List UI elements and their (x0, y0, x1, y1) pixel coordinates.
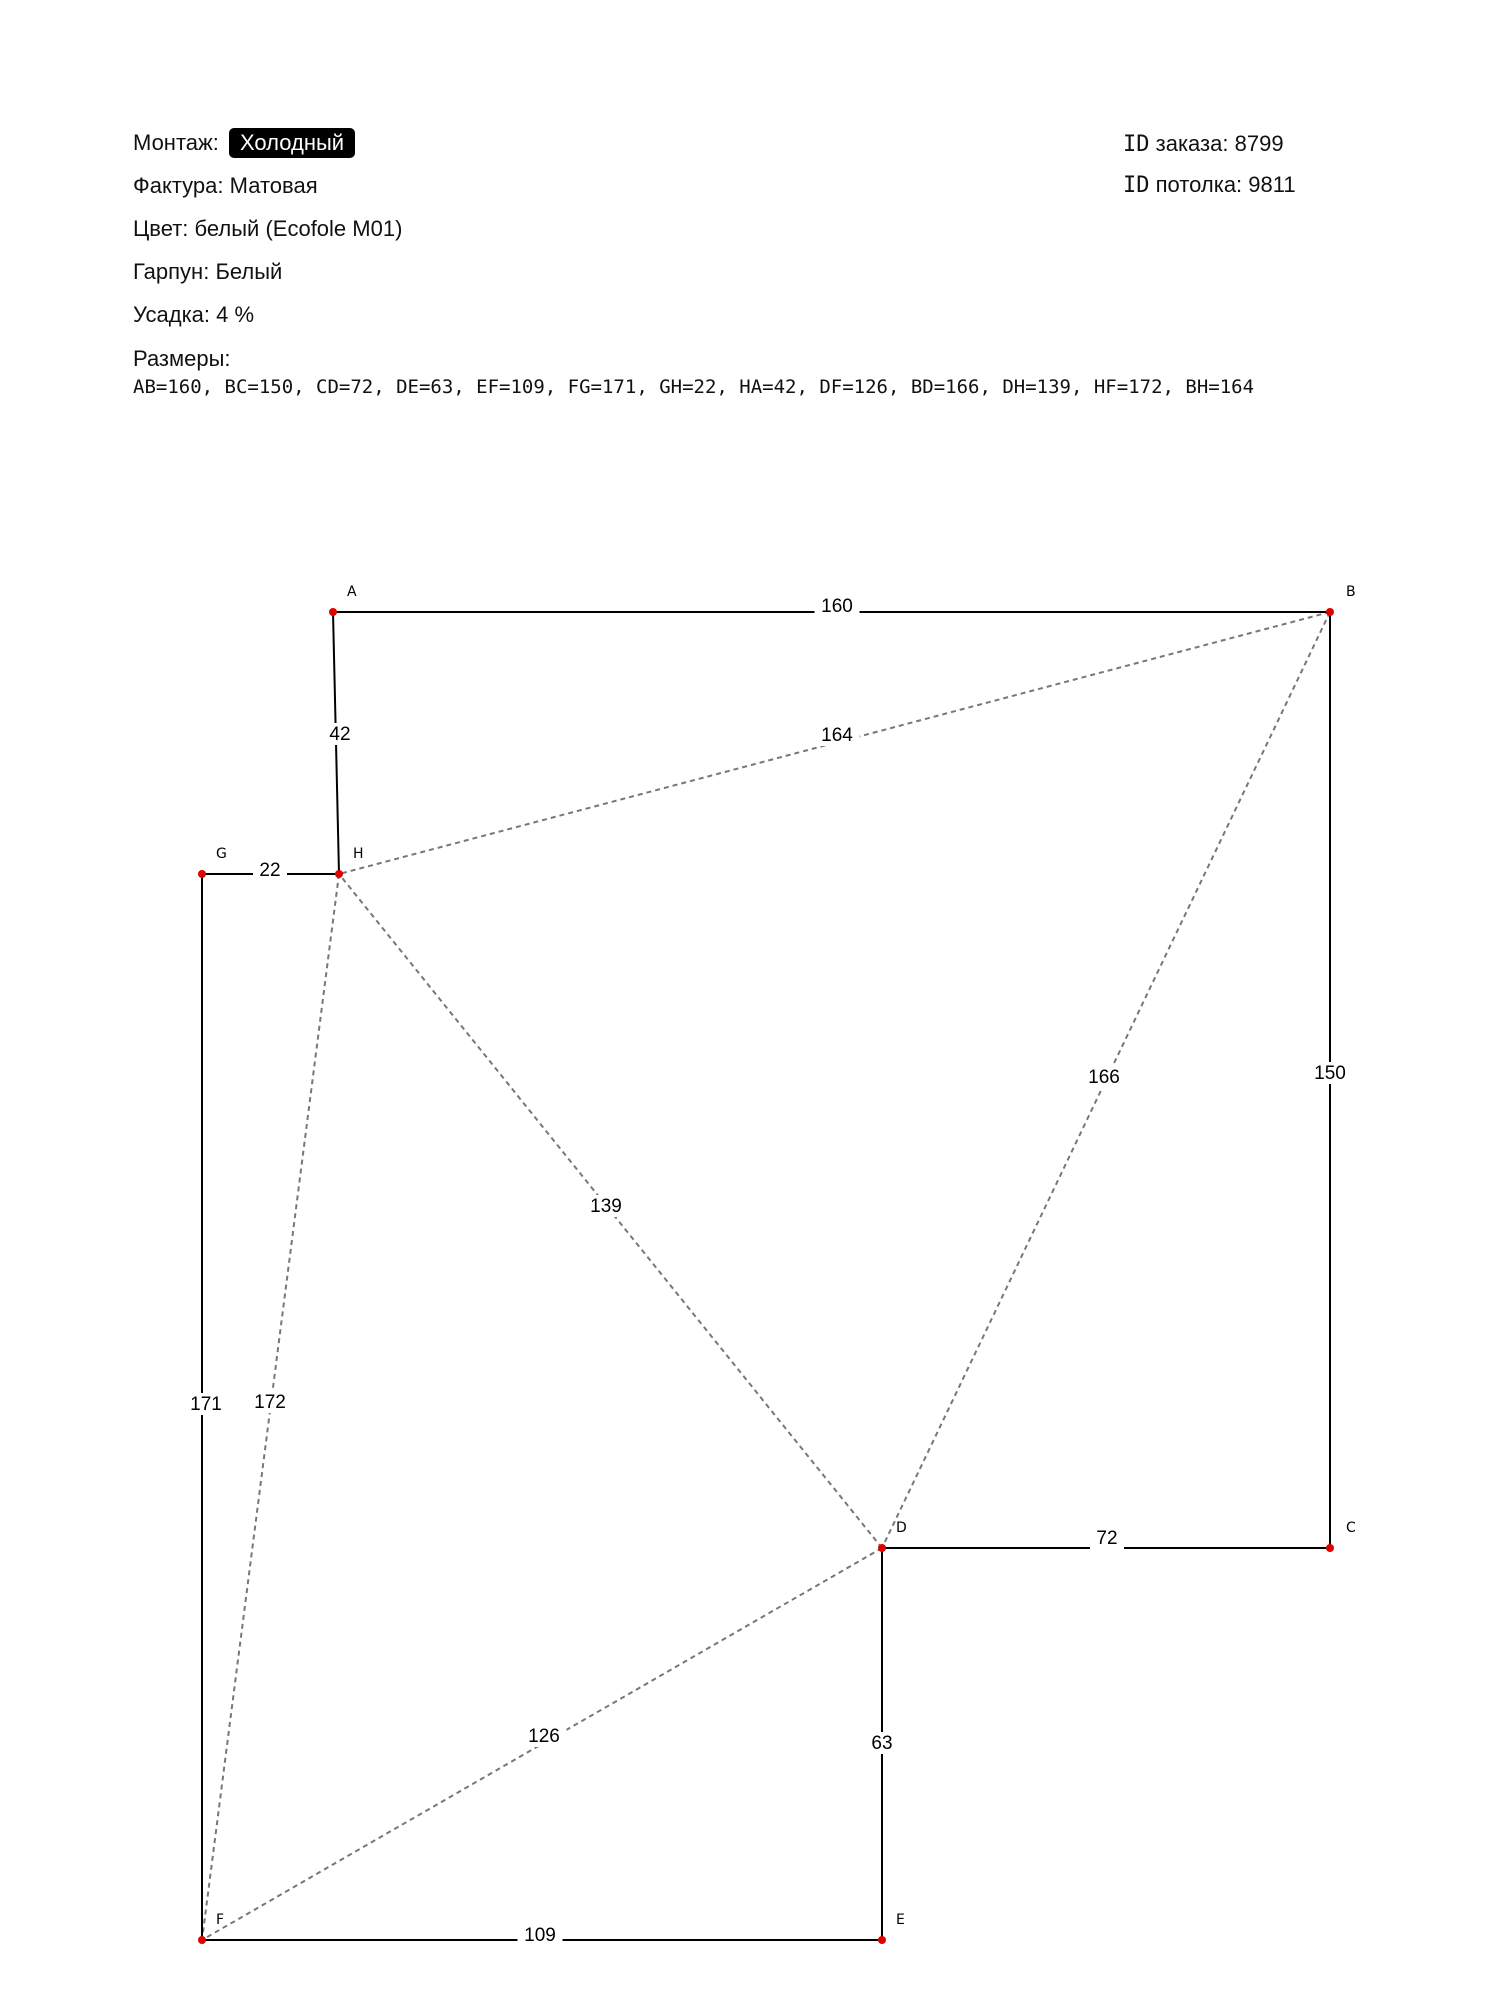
vertex-label-g: G (216, 846, 227, 862)
edge-length-gh: 22 (259, 860, 281, 882)
harpoon-value: Белый (215, 259, 283, 284)
vertex-label-e: E (896, 1912, 905, 1928)
vertex-d (878, 1544, 886, 1552)
edge-length-ab: 160 (821, 596, 853, 618)
edge-length-ha: 42 (329, 724, 351, 746)
vertex-label-a: A (347, 584, 357, 600)
vertex-label-d: D (896, 1520, 907, 1536)
vertex-label-b: B (1346, 584, 1356, 600)
color-label: Цвет: (133, 216, 189, 241)
order-id-label: заказа: (1155, 131, 1229, 156)
ceiling-id-prefix: ID (1123, 173, 1150, 198)
edge-length-df: 126 (528, 1726, 560, 1748)
vertex-b (1326, 608, 1334, 616)
edge-length-de: 63 (871, 1733, 893, 1755)
color-value: белый (Ecofole M01) (194, 216, 403, 241)
sizes-label: Размеры: (133, 346, 231, 371)
edge-length-bh: 164 (821, 725, 853, 747)
vertex-h (335, 870, 343, 878)
edge-length-bd: 166 (1088, 1067, 1120, 1089)
edge-length-fg: 171 (190, 1394, 222, 1416)
edge-length-dh: 139 (590, 1196, 622, 1218)
ceiling-id-value: 9811 (1248, 172, 1296, 197)
vertex-label-h: H (353, 846, 364, 862)
montage-badge: Холодный (229, 128, 355, 158)
edge-length-ef: 109 (524, 1925, 556, 1947)
texture-label: Фактура: (133, 173, 224, 198)
vertex-a (329, 608, 337, 616)
shrink-label: Усадка: (133, 302, 211, 327)
ceiling-id-label: потолка: (1155, 172, 1243, 197)
montage-label: Монтаж: (133, 130, 219, 155)
sizes-value: AB=160, BC=150, CD=72, DE=63, EF=109, FG=171, GH=22, HA=42, DF=126, BD=166, DH=139, HF=172, BH=164 (133, 376, 1255, 398)
vertex-label-c: C (1346, 1520, 1356, 1536)
order-id-value: 8799 (1234, 131, 1284, 156)
vertex-f (198, 1936, 206, 1944)
vertex-label-f: F (216, 1912, 225, 1928)
harpoon-label: Гарпун: (133, 259, 210, 284)
vertex-g (198, 870, 206, 878)
order-id-prefix: ID (1123, 132, 1150, 157)
texture-value: Матовая (229, 173, 318, 198)
vertex-e (878, 1936, 886, 1944)
edge-length-hf: 172 (254, 1392, 286, 1414)
edge-length-bc: 150 (1314, 1063, 1346, 1085)
shrink-value: 4 % (216, 302, 255, 327)
edge-length-cd: 72 (1096, 1528, 1118, 1550)
vertex-c (1326, 1544, 1334, 1552)
